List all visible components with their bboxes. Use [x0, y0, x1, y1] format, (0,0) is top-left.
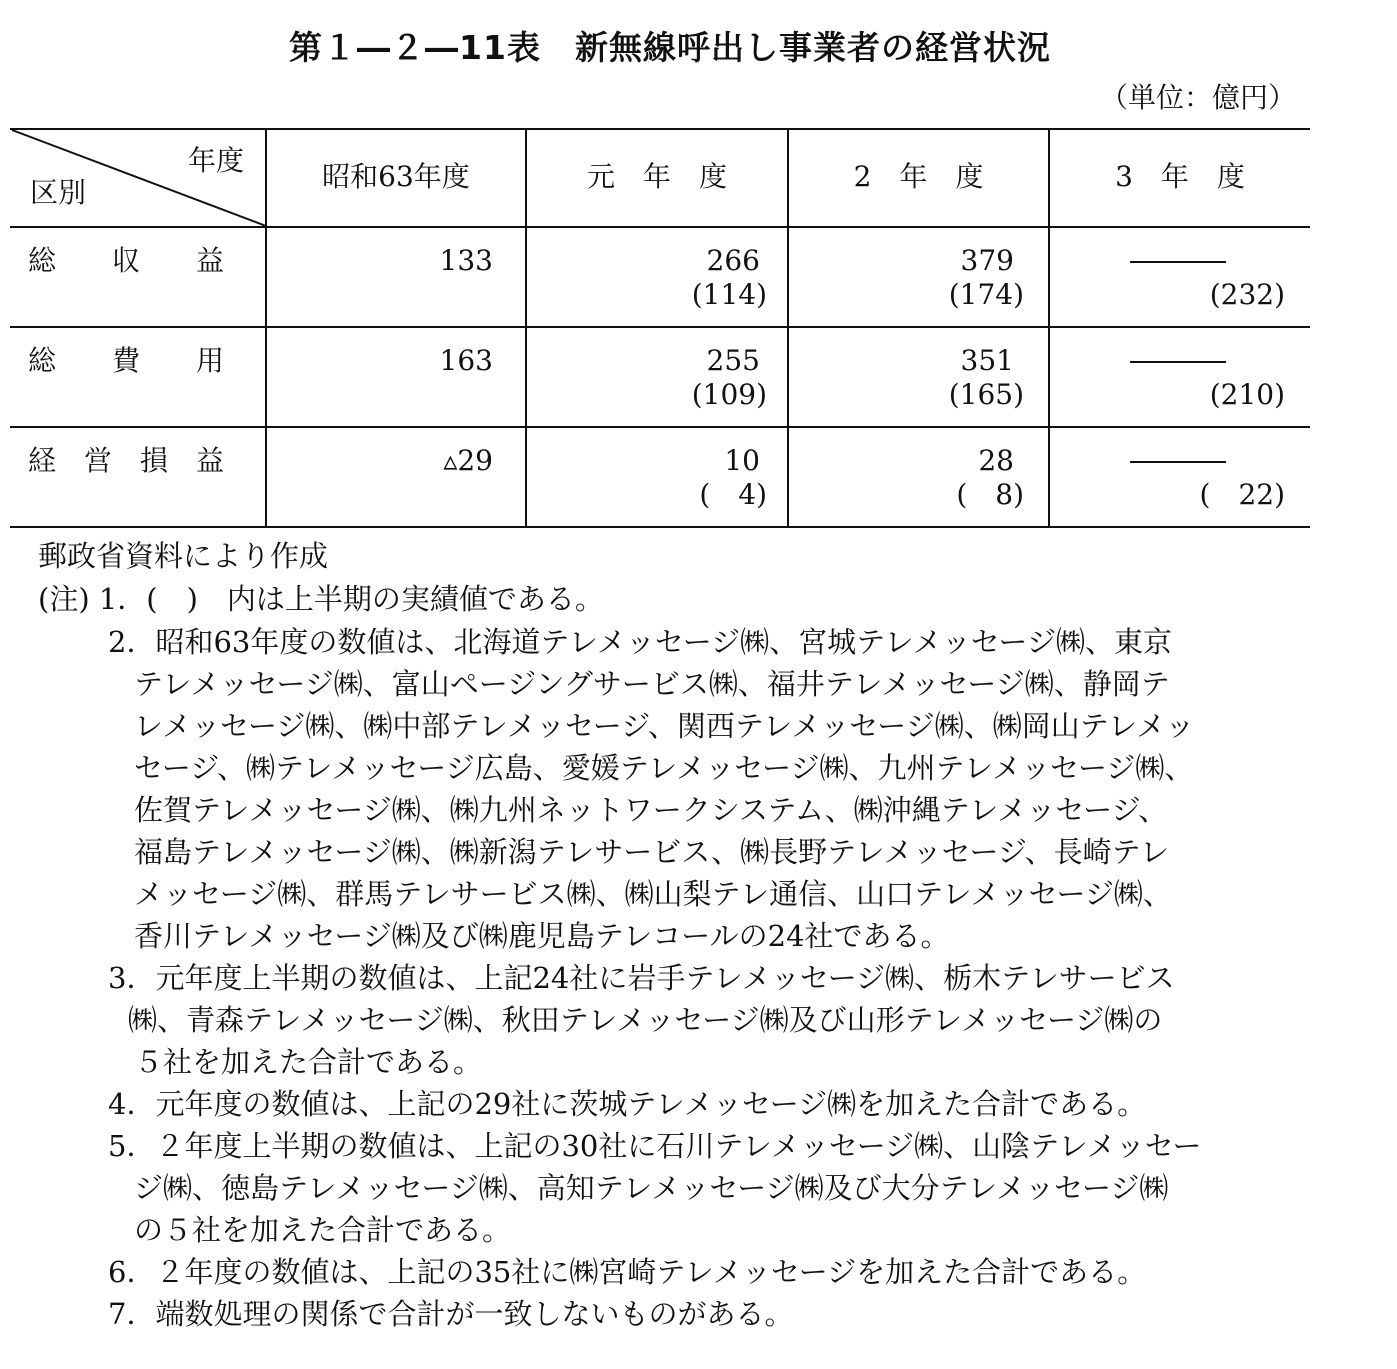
note-line: 香川テレメッセージ㈱及び㈱鹿児島テレコールの24社である。	[134, 919, 950, 953]
corner-label-year: 年度	[188, 144, 245, 177]
note-line: 4．元年度の数値は、上記の29社に茨城テレメッセージ㈱を加えた合計である。	[108, 1087, 1147, 1121]
note-line: ５社を加えた合計である。	[134, 1045, 483, 1079]
column-header: 昭和63年度	[322, 160, 470, 193]
column-header: 2 年 度	[853, 160, 984, 193]
table-cell-sub: (109)	[691, 378, 767, 411]
row-label: 経 営 損 益	[28, 444, 225, 477]
table-cell-sub: ( 4)	[699, 478, 767, 511]
table-cell-sub: ( 8)	[956, 478, 1024, 511]
note-line: メッセージ㈱、群馬テレサービス㈱、㈱山梨テレ通信、山口テレメッセージ㈱、	[134, 877, 1172, 911]
source-note: 郵政省資料により作成	[38, 539, 329, 573]
table-cell-sub: (174)	[948, 278, 1024, 311]
note-line: ㈱、青森テレメッセージ㈱、秋田テレメッセージ㈱及び山形テレメッセージ㈱の	[128, 1003, 1163, 1037]
unit-label: （単位：億円）	[1100, 81, 1297, 114]
table-rule-row1	[10, 326, 1310, 328]
note-line: 佐賀テレメッセージ㈱、㈱九州ネットワークシステム、㈱沖縄テレメッセージ、	[134, 793, 1168, 827]
table-cell-sub: (165)	[948, 378, 1024, 411]
note-line: 2．昭和63年度の数値は、北海道テレメッセージ㈱、宮城テレメッセージ㈱、東京	[108, 625, 1172, 659]
not-available-dash	[1130, 361, 1226, 363]
row-label: 総 収 益	[28, 244, 225, 277]
note-line: 福島テレメッセージ㈱、㈱新潟テレサービス、㈱長野テレメッセージ、長崎テレ	[134, 835, 1170, 869]
table-cell: 266	[706, 244, 760, 277]
note-line: (注) 1．( ) 内は上半期の実績値である。	[38, 582, 604, 616]
table-cell-sub: (210)	[1209, 378, 1285, 411]
table-cell: ▵29	[443, 444, 493, 477]
table-cell: 133	[439, 244, 493, 277]
note-line: テレメッセージ㈱、富山ページングサービス㈱、福井テレメッセージ㈱、静岡テ	[134, 667, 1170, 701]
column-header: 3 年 度	[1115, 160, 1245, 193]
table-title: 第１―２―11表 新無線呼出し事業者の経営状況	[289, 28, 1051, 67]
note-line: の５社を加えた合計である。	[134, 1213, 512, 1247]
table-cell: 351	[960, 344, 1014, 377]
note-line: ジ㈱、徳島テレメッセージ㈱、高知テレメッセージ㈱及び大分テレメッセージ㈱	[134, 1171, 1169, 1205]
table-cell: 163	[439, 344, 493, 377]
table-rule-row2	[10, 426, 1310, 428]
table-rule-bottom	[10, 526, 1310, 528]
note-line: 7．端数処理の関係で合計が一致しないものがある。	[108, 1297, 794, 1331]
column-header: 元 年 度	[586, 160, 727, 193]
not-available-dash	[1130, 461, 1226, 463]
data-table	[10, 128, 1310, 528]
note-line: レメッセージ㈱、㈱中部テレメッセージ、関西テレメッセージ㈱、㈱岡山テレメッ	[134, 709, 1195, 743]
table-cell: 10	[724, 444, 760, 477]
note-line: 3．元年度上半期の数値は、上記24社に岩手テレメッセージ㈱、栃木テレサービス	[108, 961, 1175, 995]
table-cell: 28	[978, 444, 1014, 477]
note-line: 5．２年度上半期の数値は、上記の30社に石川テレメッセージ㈱、山陰テレメッセー	[108, 1129, 1202, 1163]
table-cell-sub: ( 22)	[1199, 478, 1285, 511]
table-cell-sub: (232)	[1209, 278, 1285, 311]
not-available-dash	[1130, 261, 1226, 263]
table-cell: 255	[706, 344, 760, 377]
note-line: セージ、㈱テレメッセージ広島、愛媛テレメッセージ㈱、九州テレメッセージ㈱、	[134, 751, 1194, 785]
table-cell: 379	[960, 244, 1014, 277]
corner-label-category: 区別	[30, 176, 87, 209]
table-cell-sub: (114)	[691, 278, 767, 311]
row-label: 総 費 用	[28, 344, 225, 377]
note-line: 6．２年度の数値は、上記の35社に㈱宮崎テレメッセージを加えた合計である。	[108, 1255, 1147, 1289]
